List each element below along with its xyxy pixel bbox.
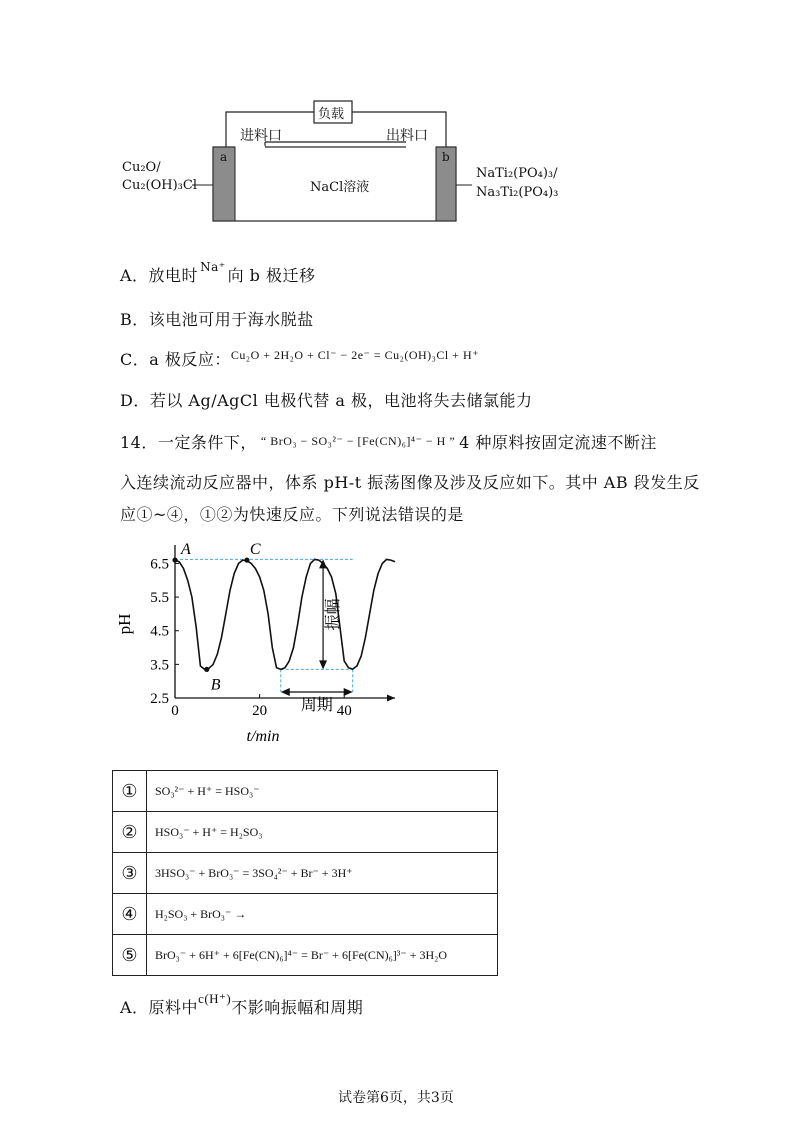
period-label: 周期 <box>300 697 333 714</box>
option-14a-prefix: A．原料中 <box>120 998 199 1017</box>
ph-time-chart <box>110 535 410 750</box>
option-13a-ion: Na⁺ <box>200 260 226 274</box>
reaction-table <box>112 770 498 976</box>
point-label-c: C <box>249 541 261 559</box>
reaction-equation: SO₃²⁻ + H⁺ = HSO₃⁻ <box>147 771 498 812</box>
reaction-row <box>113 935 498 976</box>
reaction-number: ④ <box>113 894 147 935</box>
y-tick-label: 5.5 <box>150 590 169 607</box>
reaction-number: ② <box>113 812 147 853</box>
y-axis-label: pH <box>115 613 134 635</box>
right-material-2: Na₃Ti₂(PO₄)₃ <box>476 185 559 200</box>
reaction-row <box>113 894 498 935</box>
y-tick-label: 6.5 <box>150 556 169 573</box>
reaction-equation: HSO₃⁻ + H⁺ = H₂SO₃ <box>147 812 498 853</box>
x-tick-label: 0 <box>171 703 179 719</box>
option-13c-prefix: C．a 极反应： <box>120 350 231 369</box>
point-a <box>172 557 177 562</box>
question14-text: 4 种原料按固定流速不断注 <box>459 433 657 452</box>
inlet-label: 进料口 <box>240 128 282 144</box>
y-tick-label: 2.5 <box>150 691 169 707</box>
electrode-b-label: b <box>442 150 450 164</box>
question14-line2: 入连续流动反应器中，体系 pH-t 振荡图像及涉及反应如下。其中 AB 段发生反 <box>120 473 700 492</box>
left-material-2: Cu₂(OH)₃Cl <box>122 178 197 193</box>
ph-curve <box>175 559 395 669</box>
right-material-1: NaTi₂(PO₄)₃/ <box>476 166 558 181</box>
option-13d: D．若以 Ag/AgCl 电极代替 a 极，电池将失去储氯能力 <box>120 391 533 410</box>
reaction-equation: 3HSO₃⁻ + BrO₃⁻ = 3SO₄²⁻ + Br⁻ + 3H⁺ <box>147 853 498 894</box>
point-c <box>244 557 249 562</box>
question14-formula: “ BrO₃ − SO₃²⁻ − [Fe(CN)₆]⁴⁻ − H ” <box>260 434 456 448</box>
reaction-row <box>113 812 498 853</box>
solution-label: NaCl溶液 <box>310 180 370 195</box>
left-material-1: Cu₂O/ <box>122 160 161 175</box>
reaction-row <box>113 853 498 894</box>
option-13a <box>120 260 316 286</box>
x-axis-label: t/min <box>246 728 280 745</box>
question14-line1 <box>120 430 657 453</box>
load-label: 负载 <box>318 107 345 122</box>
option-13a-suffix: 向 b 极迁移 <box>227 266 316 285</box>
x-axis-arrow <box>387 695 395 702</box>
amplitude-arrow-down <box>319 660 327 669</box>
option-13c <box>120 347 479 370</box>
option-14a-suffix: 不影响振幅和周期 <box>231 998 364 1017</box>
x-tick-label: 20 <box>252 703 268 719</box>
outlet-label: 出料口 <box>386 128 428 144</box>
question14-line3: 应①~④，①②为快速反应。下列说法错误的是 <box>120 505 464 524</box>
y-tick-label: 3.5 <box>150 657 169 674</box>
option-13a-prefix: A．放电时 <box>120 266 199 285</box>
amplitude-label: 振幅 <box>325 598 343 631</box>
reaction-number: ⑤ <box>113 935 147 976</box>
point-label-b: B <box>210 676 221 694</box>
x-tick-label: 40 <box>336 703 352 719</box>
y-tick-label: 4.5 <box>150 623 169 640</box>
point-b <box>204 667 209 672</box>
reaction-equation: H₂SO₃ + BrO₃⁻ → <box>147 894 498 935</box>
option-14a <box>120 991 364 1018</box>
period-arrow-left <box>281 688 290 696</box>
question14-intro: 14．一定条件下， <box>120 433 257 452</box>
reaction-row <box>113 771 498 812</box>
reaction-number: ① <box>113 771 147 812</box>
option-14a-formula: c(H⁺) <box>198 991 232 1006</box>
option-13c-formula: Cu₂O + 2H₂O + Cl⁻ − 2e⁻ = Cu₂(OH)₃Cl + H⁺ <box>230 348 479 362</box>
option-13b: B．该电池可用于海水脱盐 <box>120 310 314 329</box>
reaction-equation: BrO₃⁻ + 6H⁺ + 6[Fe(CN)₆]⁴⁻ = Br⁻ + 6[Fe(CN)₆]³⁻ + 3H₂O <box>147 935 498 976</box>
period-arrow-right <box>344 688 353 696</box>
page-footer: 试卷第6页，共3页 <box>338 1090 454 1106</box>
electrode-a-label: a <box>220 150 228 164</box>
reaction-number: ③ <box>113 853 147 894</box>
point-label-a: A <box>181 541 191 559</box>
